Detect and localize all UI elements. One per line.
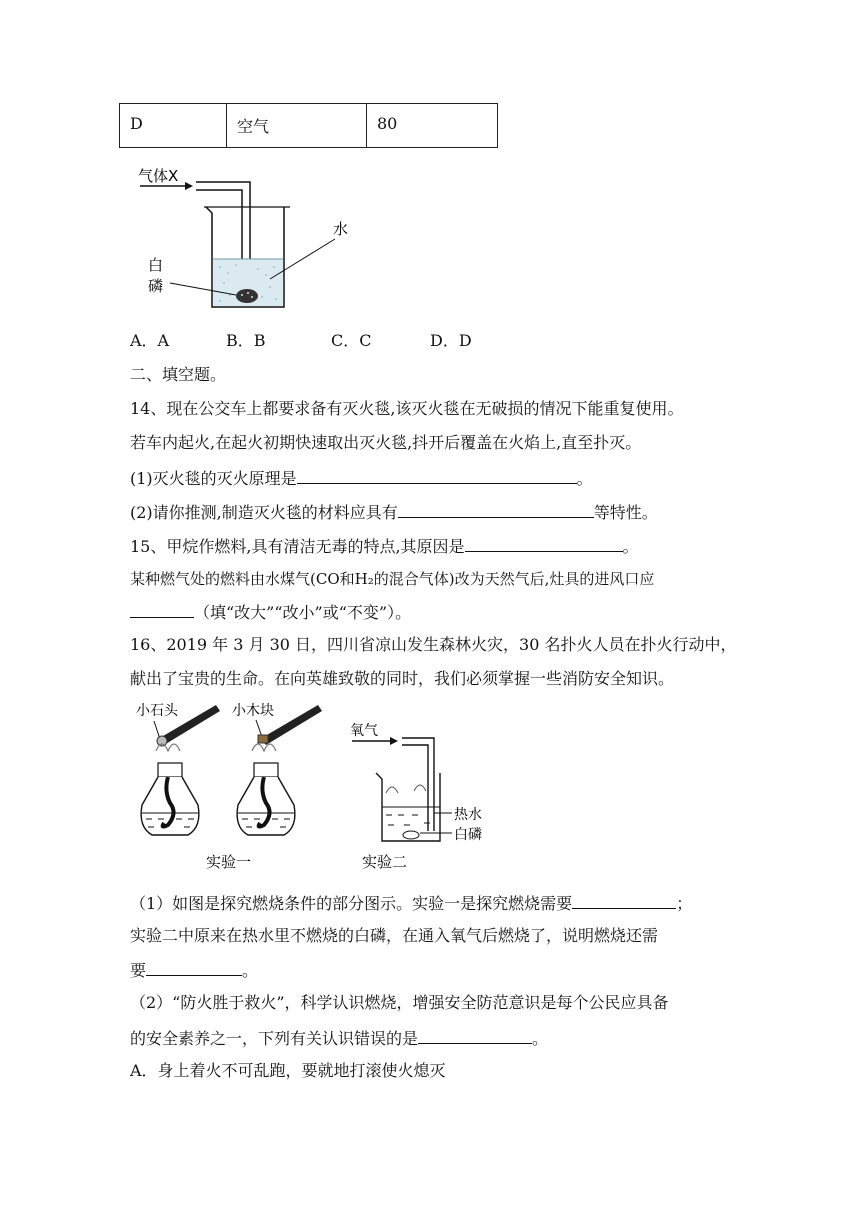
answer-blank[interactable] — [398, 500, 594, 518]
combustion-experiment-figure — [128, 695, 498, 875]
q16-sub-2-line-1: （2）“防火胜于救火”，科学认识燃烧，增强安全防范意识是每个公民应具备 — [130, 993, 669, 1012]
q14-line-2: 若车内起火,在起火初期快速取出灭火毯,抖开后覆盖在火焰上,直至扑灭。 — [130, 433, 642, 452]
q15-line-3 — [130, 600, 411, 624]
phosphorus-label: 磷 — [148, 277, 164, 295]
q16-sub-1-line-3-text: 要 — [130, 961, 147, 980]
table-cell: D — [120, 104, 227, 148]
gas-x-label: 气体X — [138, 167, 179, 185]
q14-sub-1 — [130, 466, 593, 490]
water-label: 水 — [333, 220, 349, 238]
q16-sub-1-line-3-end: 。 — [242, 961, 259, 980]
options-table — [119, 103, 498, 148]
stone-label: 小石头 — [136, 703, 178, 719]
q15-line-3-text: （填“改大”“改小”或“不变”）。 — [194, 603, 412, 622]
q14-sub-1-text: (1)灭火毯的灭火原理是 — [130, 469, 297, 488]
beaker-figure — [130, 155, 380, 315]
white-phosphorus-label: 白磷 — [454, 827, 482, 843]
q14-sub-2 — [130, 500, 658, 524]
q16-sub-1-line-2: 实验二中原来在热水里不燃烧的白磷，在通入氧气后燃烧了，说明燃烧还需 — [130, 926, 659, 945]
section-title: 二、填空题。 — [130, 365, 227, 384]
q16-sub-1-line-1 — [130, 891, 692, 915]
q16-sub-2-end: 。 — [532, 1029, 549, 1048]
answer-blank[interactable] — [465, 534, 623, 552]
answer-blank[interactable] — [130, 600, 194, 618]
choice-c: C．C — [331, 331, 372, 350]
q15-line-1-end: 。 — [622, 537, 639, 556]
exp1-caption: 实验一 — [206, 853, 252, 871]
table-cell: 80 — [367, 104, 498, 148]
q14-sub-2-end: 等特性。 — [593, 503, 658, 522]
choice-b: B．B — [226, 331, 266, 350]
answer-blank[interactable] — [146, 958, 242, 976]
q14-sub-2-text: (2)请你推测,制造灭火毯的材料应具有 — [130, 503, 398, 522]
table-cell: 空气 — [227, 104, 367, 148]
q15-line-1 — [130, 534, 639, 558]
q15-line-1-text: 15、甲烷作燃料,具有清洁无毒的特点,其原因是 — [130, 537, 465, 556]
answer-blank[interactable] — [418, 1026, 532, 1044]
oxygen-label: 氧气 — [350, 723, 378, 739]
q16-sub-1-end: ； — [676, 894, 693, 913]
q16-line-2: 献出了宝贵的生命。在向英雄致敬的同时，我们必须掌握一些消防安全知识。 — [130, 669, 675, 688]
q14-sub-1-end: 。 — [576, 469, 593, 488]
q16-sub-2-text: 的安全素养之一，下列有关认识错误的是 — [130, 1029, 419, 1048]
choice-d: D．D — [430, 331, 472, 350]
q16-sub-1-text: （1）如图是探究燃烧条件的部分图示。实验一是探究燃烧需要 — [130, 894, 573, 913]
hot-water-label: 热水 — [454, 807, 482, 823]
phosphorus-label: 白 — [148, 256, 164, 274]
choice-a: A．A — [130, 331, 170, 350]
exp2-caption: 实验二 — [362, 853, 408, 871]
q16-line-1: 16、2019 年 3 月 30 日，四川省凉山发生森林火灾，30 名扑火人员在扑火行动中， — [130, 635, 737, 654]
q16-option-a: A．身上着火不可乱跑，要就地打滚使火熄灭 — [130, 1061, 446, 1080]
q16-sub-2-line-2 — [130, 1026, 548, 1050]
q14-line-1: 14、现在公交车上都要求备有灭火毯,该灭火毯在无破损的情况下能重复使用。 — [130, 399, 684, 418]
answer-blank[interactable] — [297, 466, 577, 484]
wood-label: 小木块 — [232, 703, 274, 719]
q16-sub-1-line-3 — [130, 958, 258, 982]
answer-blank[interactable] — [572, 891, 676, 909]
q15-line-2: 某种燃气处的燃料由水煤气(CO和H₂的混合气体)改为天然气后,灶具的进风口应 — [130, 570, 655, 588]
table-row — [120, 104, 498, 148]
